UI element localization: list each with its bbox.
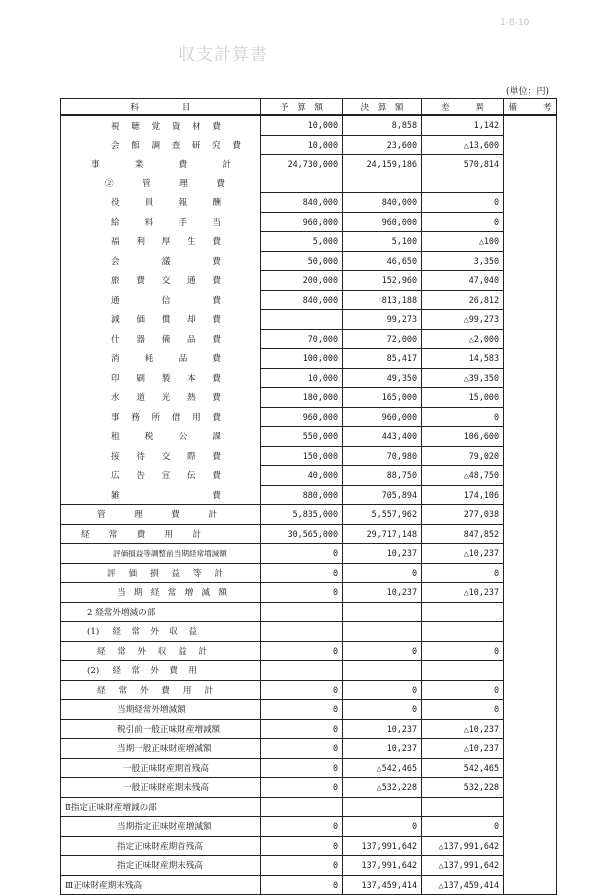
cell-actual: 0 (343, 563, 422, 583)
row-label (61, 641, 261, 661)
cell-budget: 840,000 (261, 290, 343, 310)
cell-budget: 0 (261, 544, 343, 564)
cell-note (504, 193, 557, 213)
cell-budget: 0 (261, 719, 343, 739)
table-row (61, 817, 557, 837)
table-row (61, 661, 557, 681)
row-label-text: (1) 経常外収益 (87, 627, 197, 638)
cell-difference: 277,038 (422, 505, 504, 525)
cell-difference: 847,852 (422, 524, 504, 544)
cell-actual: 10,237 (343, 544, 422, 564)
cell-note (504, 310, 557, 330)
cell-note (504, 524, 557, 544)
cell-budget: 0 (261, 700, 343, 720)
cell-budget (261, 174, 343, 193)
row-label-text: 経常外収益計 (97, 646, 207, 657)
cell-actual: 443,400 (343, 427, 422, 447)
row-label-text: 評価損益等調整前当期経常増減額 (113, 548, 227, 558)
table-row (61, 193, 557, 213)
cell-note (504, 388, 557, 408)
table-row (61, 466, 557, 486)
cell-note (504, 836, 557, 856)
row-label (61, 251, 261, 271)
row-label-text: 租税公課 (111, 432, 221, 443)
row-label (61, 661, 261, 681)
cell-difference: △137,459,414 (422, 875, 504, 895)
row-label (61, 388, 261, 408)
row-label (61, 485, 261, 505)
cell-budget: 10,000 (261, 135, 343, 155)
table-row (61, 856, 557, 876)
cell-note (504, 778, 557, 798)
cell-budget (261, 797, 343, 817)
row-label (61, 290, 261, 310)
table-row (61, 349, 557, 369)
header-budget: 予 算 額 (261, 99, 343, 116)
cell-budget: 10,000 (261, 115, 343, 135)
row-label-text: 当期指定正味財産増減額 (117, 822, 212, 833)
row-label-text: 税引前一般正味財産増減額 (117, 724, 221, 735)
row-label-text: 事業費計 (91, 160, 231, 170)
cell-actual (343, 622, 422, 642)
cell-actual: 137,459,414 (343, 875, 422, 895)
cell-difference: △99,273 (422, 310, 504, 330)
cell-difference: △2,000 (422, 329, 504, 349)
table-row (61, 290, 557, 310)
header-difference: 差 異 (422, 99, 504, 116)
row-label-text: 給料手当 (111, 217, 221, 228)
cell-note (504, 290, 557, 310)
table-row (61, 485, 557, 505)
row-label-text: (2) 経常外費用 (87, 666, 197, 677)
row-label (61, 524, 261, 544)
cell-actual: 8,858 (343, 115, 422, 135)
cell-actual: 5,557,962 (343, 505, 422, 525)
cell-difference: 47,040 (422, 271, 504, 291)
cell-difference: △10,237 (422, 739, 504, 759)
cell-budget: 100,000 (261, 349, 343, 369)
cell-actual: 46,650 (343, 251, 422, 271)
cell-actual: 29,717,148 (343, 524, 422, 544)
row-label (61, 407, 261, 427)
table-row (61, 836, 557, 856)
cell-note (504, 427, 557, 447)
cell-difference: 0 (422, 817, 504, 837)
cell-note (504, 466, 557, 486)
cell-note (504, 797, 557, 817)
table-body (61, 115, 557, 895)
row-label (61, 212, 261, 232)
cell-difference: 79,020 (422, 446, 504, 466)
cell-note (504, 174, 557, 193)
row-label-text: 旅費交通費 (111, 276, 221, 287)
cell-budget: 30,565,000 (261, 524, 343, 544)
table-row (61, 505, 557, 525)
row-label (61, 427, 261, 447)
row-label (61, 329, 261, 349)
cell-budget: 5,000 (261, 232, 343, 252)
cell-note (504, 680, 557, 700)
row-label-text: 指定正味財産期末残高 (117, 861, 203, 872)
cell-actual: △542,465 (343, 758, 422, 778)
cell-actual: 24,159,186 (343, 155, 422, 174)
cell-difference (422, 661, 504, 681)
cell-actual: 0 (343, 680, 422, 700)
row-label (61, 778, 261, 798)
table-row (61, 583, 557, 603)
cell-difference: △100 (422, 232, 504, 252)
table-row (61, 135, 557, 155)
cell-difference: 0 (422, 193, 504, 213)
cell-note (504, 622, 557, 642)
row-label (61, 115, 261, 135)
table-row (61, 427, 557, 447)
row-label-text: 2 経常外増減の部 (87, 607, 156, 618)
cell-budget: 0 (261, 680, 343, 700)
cell-note (504, 739, 557, 759)
row-label (61, 544, 261, 564)
row-label (61, 368, 261, 388)
header-actual: 決 算 額 (343, 99, 422, 116)
unit-label: (単位：円) (506, 87, 550, 97)
table-row (61, 388, 557, 408)
row-label (61, 155, 261, 174)
cell-budget: 880,000 (261, 485, 343, 505)
row-label (61, 563, 261, 583)
cell-budget: 0 (261, 778, 343, 798)
cell-difference: 570,814 (422, 155, 504, 174)
row-label-text: 接待交際費 (111, 451, 221, 462)
row-label-text: 広告宣伝費 (111, 471, 221, 482)
cell-note (504, 349, 557, 369)
cell-note (504, 700, 557, 720)
cell-difference: 542,465 (422, 758, 504, 778)
cell-budget: 10,000 (261, 368, 343, 388)
budget-table (60, 98, 557, 895)
row-label-text: 事務所借用費 (111, 412, 221, 423)
row-label (61, 583, 261, 603)
table-row (61, 115, 557, 135)
cell-difference: 106,600 (422, 427, 504, 447)
cell-budget: 50,000 (261, 251, 343, 271)
cell-budget: 0 (261, 856, 343, 876)
cell-note (504, 719, 557, 739)
row-label (61, 349, 261, 369)
cell-note (504, 446, 557, 466)
cell-budget: 5,835,000 (261, 505, 343, 525)
cell-budget: 0 (261, 641, 343, 661)
cell-actual: 960,000 (343, 407, 422, 427)
row-label (61, 271, 261, 291)
row-label-text: 印刷製本費 (111, 373, 221, 384)
cell-note (504, 155, 557, 174)
cell-difference: △137,991,642 (422, 836, 504, 856)
row-label-text: 什器備品費 (111, 334, 221, 345)
cell-actual: 165,000 (343, 388, 422, 408)
table-row (61, 407, 557, 427)
row-label-text: 会館調査研究費 (111, 140, 241, 151)
cell-difference: △10,237 (422, 544, 504, 564)
cell-note (504, 505, 557, 525)
cell-note (504, 758, 557, 778)
row-label-text: 役員報酬 (111, 198, 221, 209)
cell-actual: 960,000 (343, 212, 422, 232)
cell-difference: △48,750 (422, 466, 504, 486)
table-row (61, 739, 557, 759)
row-label-text: 福利厚生費 (111, 237, 221, 248)
cell-budget: 0 (261, 758, 343, 778)
faint-heading: 収支計算書 (178, 45, 268, 65)
cell-difference: 0 (422, 212, 504, 232)
faint-page-number: 1-8-10 (500, 18, 530, 28)
row-label-text: 消耗品費 (111, 354, 221, 365)
row-label-text: 管理費計 (97, 510, 217, 521)
cell-budget (261, 622, 343, 642)
cell-difference: 0 (422, 700, 504, 720)
row-label-text: 当期経常外増減額 (117, 705, 186, 716)
cell-note (504, 641, 557, 661)
row-label-text: 一般正味財産期首残高 (123, 763, 209, 774)
cell-actual: 10,237 (343, 739, 422, 759)
row-label-text: 当期一般正味財産増減額 (117, 744, 212, 755)
row-label-text: 通信費 (111, 295, 221, 306)
row-label (61, 622, 261, 642)
cell-budget: 200,000 (261, 271, 343, 291)
table-row (61, 602, 557, 622)
cell-budget: 0 (261, 875, 343, 895)
table-row (61, 563, 557, 583)
table-row (61, 544, 557, 564)
cell-actual: 137,991,642 (343, 856, 422, 876)
table-row (61, 524, 557, 544)
row-label (61, 875, 261, 895)
row-label-text: 減価償却費 (111, 315, 221, 326)
row-label-text: 一般正味財産期末残高 (123, 783, 209, 794)
cell-note (504, 563, 557, 583)
cell-difference: 3,350 (422, 251, 504, 271)
cell-budget: 70,000 (261, 329, 343, 349)
row-label (61, 446, 261, 466)
table-row (61, 271, 557, 291)
row-label (61, 739, 261, 759)
cell-budget: 0 (261, 563, 343, 583)
cell-note (504, 661, 557, 681)
cell-budget: 150,000 (261, 446, 343, 466)
cell-budget: 180,000 (261, 388, 343, 408)
row-label-text: 経常費用計 (81, 529, 201, 540)
cell-actual (343, 174, 422, 193)
cell-actual: 0 (343, 641, 422, 661)
table-row (61, 875, 557, 895)
cell-actual: 85,417 (343, 349, 422, 369)
header-note: 備 考 (504, 99, 557, 116)
header-item: 科 目 (61, 99, 261, 116)
cell-difference: 532,228 (422, 778, 504, 798)
row-label (61, 700, 261, 720)
cell-note (504, 232, 557, 252)
table-row (61, 758, 557, 778)
cell-budget: 960,000 (261, 212, 343, 232)
table-row (61, 368, 557, 388)
cell-budget: 24,730,000 (261, 155, 343, 174)
cell-difference: △13,600 (422, 135, 504, 155)
cell-difference (422, 797, 504, 817)
cell-actual: 49,350 (343, 368, 422, 388)
cell-actual: 0 (343, 700, 422, 720)
table-row (61, 641, 557, 661)
cell-actual: △532,228 (343, 778, 422, 798)
cell-note (504, 212, 557, 232)
cell-budget: 0 (261, 739, 343, 759)
cell-actual (343, 661, 422, 681)
cell-difference: 1,142 (422, 115, 504, 135)
row-label-text: Ⅱ指定正味財産増減の部 (65, 802, 157, 813)
cell-difference: 0 (422, 407, 504, 427)
row-label-text: 水道光熱費 (111, 393, 221, 404)
cell-difference: 15,000 (422, 388, 504, 408)
table-row (61, 232, 557, 252)
row-label-text: 当期経常増減額 (117, 588, 227, 599)
row-label-text: 視聴覚資材費 (111, 121, 221, 132)
cell-budget: 0 (261, 583, 343, 603)
row-label (61, 505, 261, 525)
cell-difference (422, 174, 504, 193)
row-label-text: 経常外費用計 (97, 685, 213, 696)
cell-note (504, 875, 557, 895)
row-label (61, 680, 261, 700)
row-label (61, 758, 261, 778)
cell-difference: △137,991,642 (422, 856, 504, 876)
cell-actual: 99,273 (343, 310, 422, 330)
cell-difference: △39,350 (422, 368, 504, 388)
table-row (61, 212, 557, 232)
cell-difference: 0 (422, 641, 504, 661)
cell-actual: 5,100 (343, 232, 422, 252)
table-row (61, 155, 557, 174)
table-row (61, 622, 557, 642)
cell-note (504, 856, 557, 876)
cell-actual: 70,980 (343, 446, 422, 466)
row-label (61, 232, 261, 252)
cell-actual: 72,000 (343, 329, 422, 349)
cell-difference: 26,812 (422, 290, 504, 310)
cell-note (504, 329, 557, 349)
cell-actual (343, 797, 422, 817)
row-label (61, 310, 261, 330)
cell-actual: 88,750 (343, 466, 422, 486)
cell-note (504, 368, 557, 388)
cell-difference (422, 622, 504, 642)
table-row (61, 719, 557, 739)
cell-budget (261, 661, 343, 681)
table-header-row (61, 99, 557, 116)
row-label-text: 会議費 (111, 256, 221, 267)
row-label (61, 193, 261, 213)
row-label (61, 719, 261, 739)
cell-budget: 40,000 (261, 466, 343, 486)
row-label (61, 797, 261, 817)
row-label-text: 評価損益等計 (107, 568, 223, 579)
table-row (61, 310, 557, 330)
cell-difference: 174,106 (422, 485, 504, 505)
cell-note (504, 271, 557, 291)
cell-budget (261, 602, 343, 622)
table-row (61, 329, 557, 349)
row-label (61, 817, 261, 837)
row-label (61, 174, 261, 193)
cell-note (504, 485, 557, 505)
cell-difference: 0 (422, 680, 504, 700)
cell-budget: 550,000 (261, 427, 343, 447)
table-row (61, 251, 557, 271)
cell-difference: △10,237 (422, 583, 504, 603)
cell-actual: 840,000 (343, 193, 422, 213)
row-label (61, 602, 261, 622)
cell-note (504, 602, 557, 622)
cell-difference: △10,237 (422, 719, 504, 739)
cell-difference: 0 (422, 563, 504, 583)
cell-difference (422, 602, 504, 622)
cell-budget (261, 310, 343, 330)
row-label-text: 指定正味財産期首残高 (117, 841, 203, 852)
cell-note (504, 583, 557, 603)
row-label-text: 雑費 (111, 490, 221, 501)
cell-actual: 0 (343, 817, 422, 837)
cell-actual: 813,188 (343, 290, 422, 310)
cell-actual: 705,894 (343, 485, 422, 505)
table-row (61, 797, 557, 817)
cell-difference: 14,583 (422, 349, 504, 369)
table-row (61, 778, 557, 798)
cell-actual: 137,991,642 (343, 836, 422, 856)
cell-actual: 10,237 (343, 719, 422, 739)
row-label-text: Ⅲ正味財産期末残高 (65, 880, 143, 891)
cell-budget: 0 (261, 836, 343, 856)
cell-actual: 23,600 (343, 135, 422, 155)
table-row (61, 680, 557, 700)
table-row (61, 174, 557, 193)
cell-note (504, 817, 557, 837)
cell-note (504, 251, 557, 271)
cell-actual: 10,237 (343, 583, 422, 603)
cell-budget: 960,000 (261, 407, 343, 427)
cell-budget: 840,000 (261, 193, 343, 213)
row-label-text: ②管理費 (105, 179, 225, 189)
table-row (61, 446, 557, 466)
cell-actual: 152,960 (343, 271, 422, 291)
row-label (61, 856, 261, 876)
cell-budget: 0 (261, 817, 343, 837)
table-row (61, 700, 557, 720)
cell-note (504, 544, 557, 564)
cell-note (504, 135, 557, 155)
row-label (61, 836, 261, 856)
cell-note (504, 407, 557, 427)
row-label (61, 135, 261, 155)
row-label (61, 466, 261, 486)
cell-note (504, 115, 557, 135)
cell-actual (343, 602, 422, 622)
